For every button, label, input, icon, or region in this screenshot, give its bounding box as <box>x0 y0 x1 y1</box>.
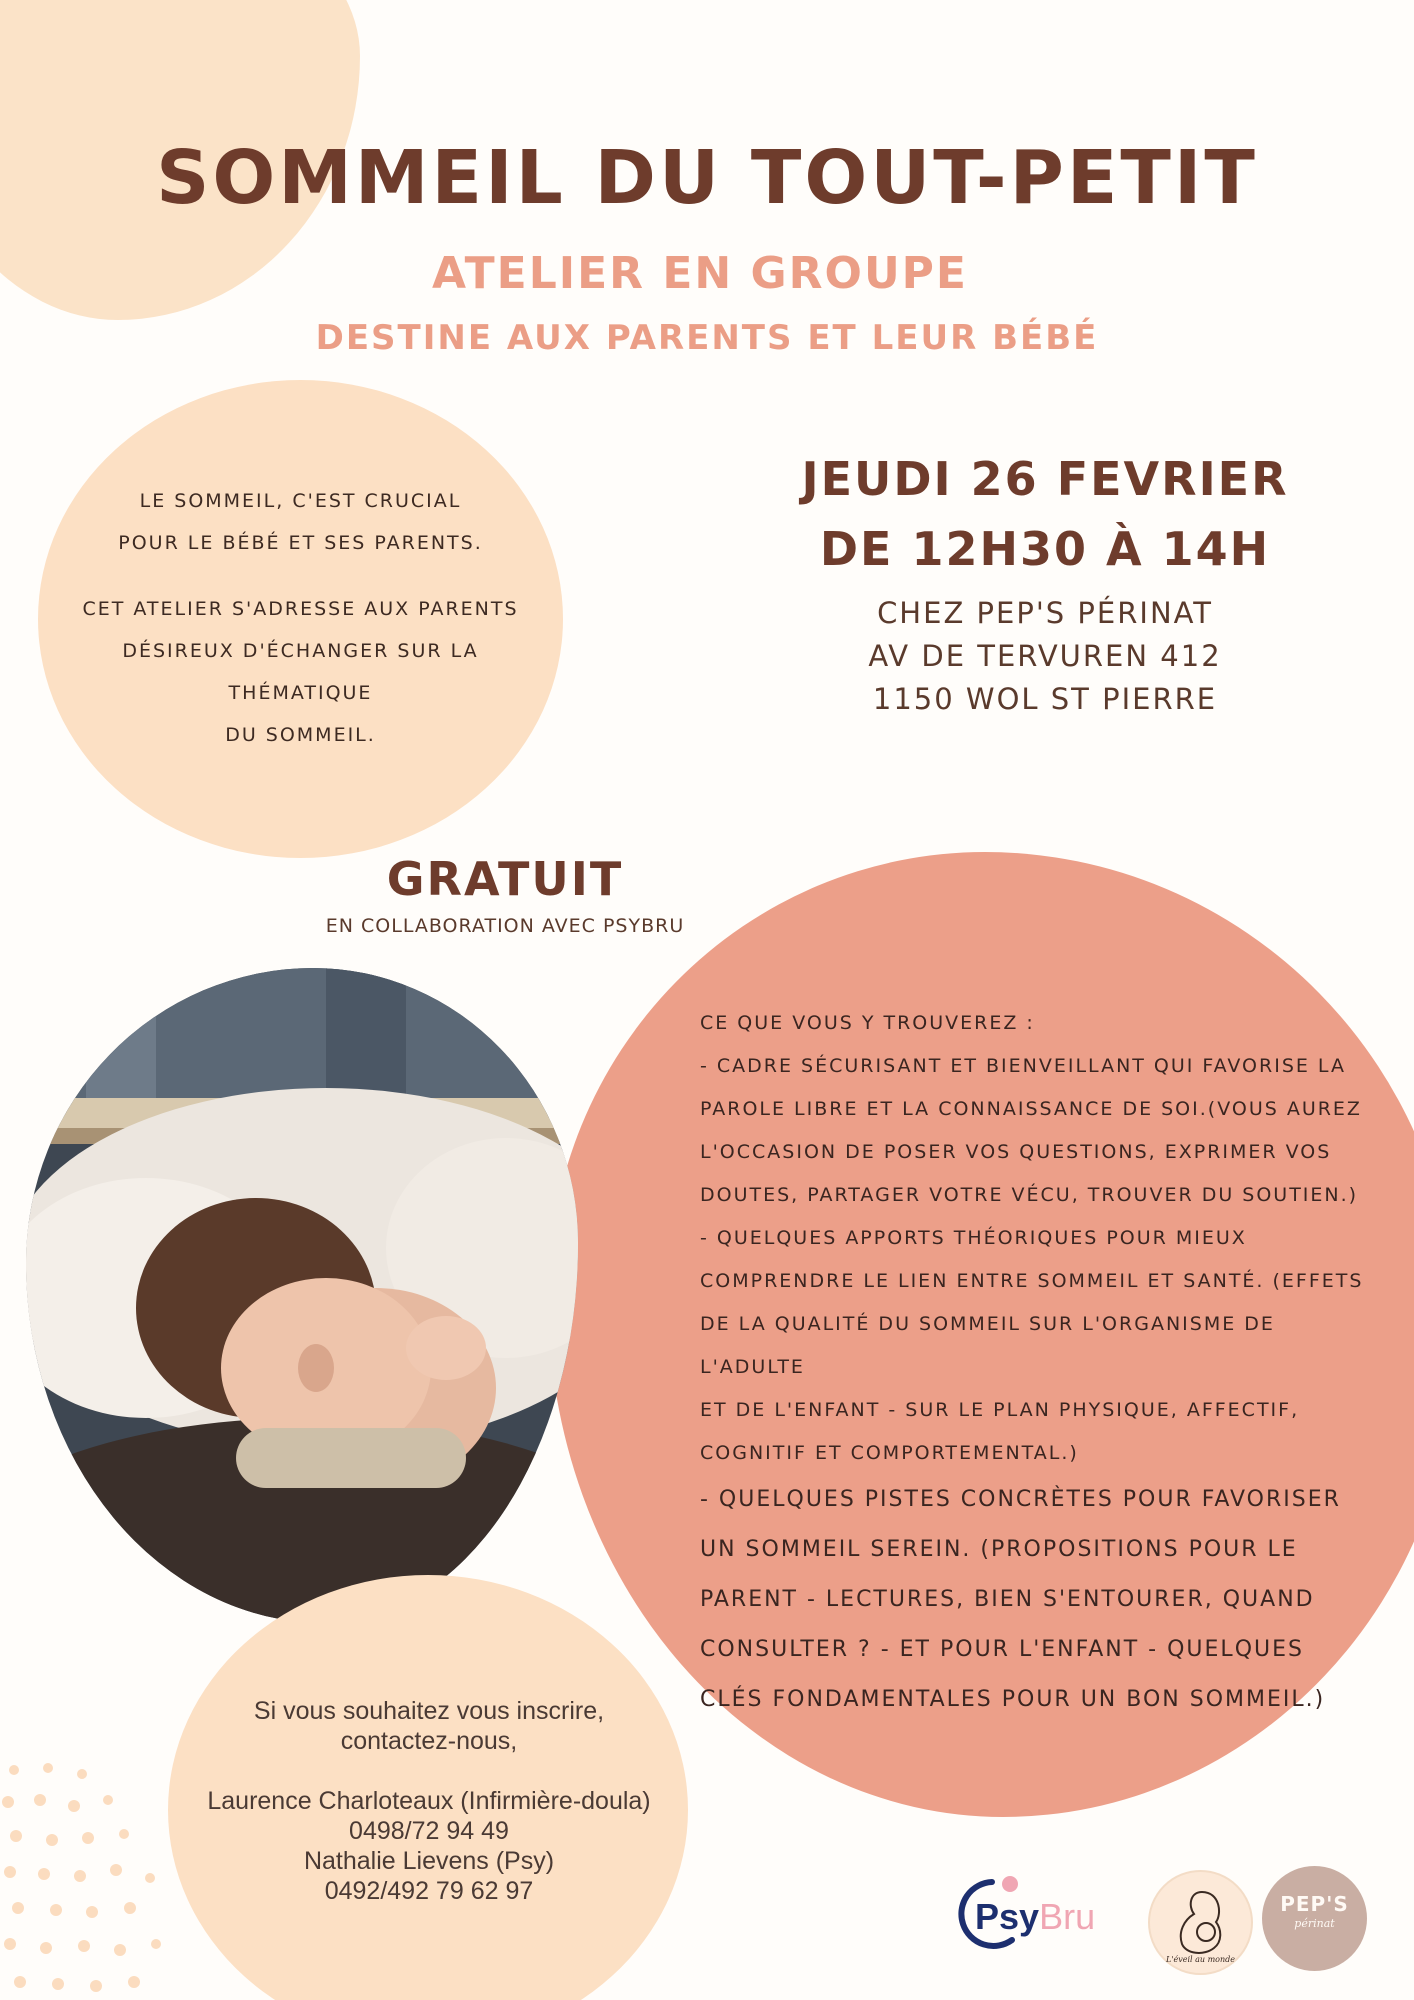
subtitle: ATELIER EN GROUPE <box>431 248 968 299</box>
detail-line: - CADRE SÉCURISANT ET BIENVEILLANT QUI FAVORISE LA <box>700 1055 1346 1077</box>
dots-decoration <box>0 1760 180 2000</box>
event-time: DE 12H30 À 14H <box>819 522 1271 576</box>
contact-person: Nathalie Lievens (Psy) <box>303 1847 555 1875</box>
sleeping-baby-photo <box>26 968 578 1623</box>
psybru-logo-part: Bru <box>1039 1896 1096 1937</box>
detail-line: ET DE L'ENFANT - SUR LE PLAN PHYSIQUE, AFFECTIF, <box>700 1399 1300 1421</box>
event-address <box>770 592 1320 721</box>
price-label: GRATUIT <box>386 852 624 906</box>
detail-line: DE LA QUALITÉ DU SOMMEIL SUR L'ORGANISME DE L'ADULTE <box>700 1313 1275 1378</box>
intro-line: DU SOMMEIL. <box>225 724 376 746</box>
intro-line: DÉSIREUX D'ÉCHANGER SUR LA THÉMATIQUE <box>122 640 479 704</box>
intro-line: CET ATELIER S'ADRESSE AUX PARENTS <box>82 598 519 620</box>
detail-line: CE QUE VOUS Y TROUVEREZ : <box>700 1012 1035 1034</box>
psybru-logo <box>975 1896 1095 1938</box>
detail-line: PARENT - LECTURES, BIEN S'ENTOURER, QUAND <box>700 1587 1315 1612</box>
detail-line: CLÉS FONDAMENTALES POUR UN BON SOMMEIL.) <box>700 1687 1326 1712</box>
detail-line: DOUTES, PARTAGER VOTRE VÉCU, TROUVER DU SOUTIEN.) <box>700 1184 1359 1206</box>
contact-intro: contactez-nous, <box>340 1727 518 1755</box>
detail-line: CONSULTER ? - ET POUR L'ENFANT - QUELQUES <box>700 1637 1304 1662</box>
page-title: SOMMEIL DU TOUT-PETIT <box>156 135 1258 221</box>
peps-logo-name: PEP'S <box>1280 1892 1349 1916</box>
detail-line: PAROLE LIBRE ET LA CONNAISSANCE DE SOI.(VOUS AUREZ <box>700 1098 1362 1120</box>
address-line: 1150 WOL ST PIERRE <box>872 682 1218 716</box>
intro-line: LE SOMMEIL, C'EST CRUCIAL <box>139 490 462 512</box>
address-line: AV DE TERVUREN 412 <box>868 639 1222 673</box>
eveil-caption: L'éveil au monde <box>1165 1955 1236 1964</box>
detail-line: COGNITIF ET COMPORTEMENTAL.) <box>700 1442 1079 1464</box>
peps-logo-sub: périnat <box>1294 1917 1335 1930</box>
detail-line: - QUELQUES PISTES CONCRÈTES POUR FAVORISER <box>700 1487 1341 1512</box>
contact-intro: Si vous souhaitez vous inscrire, <box>253 1697 605 1725</box>
event-date: JEUDI 26 FEVRIER <box>801 452 1289 506</box>
contact-phone[interactable]: 0492/492 79 62 97 <box>324 1877 534 1905</box>
detail-line: UN SOMMEIL SEREIN. (PROPOSITIONS POUR LE <box>700 1537 1298 1562</box>
collaboration-line: EN COLLABORATION AVEC PSYBRU <box>325 915 685 937</box>
details-text <box>700 1002 1380 1725</box>
address-line: CHEZ PEP'S PÉRINAT <box>877 596 1213 630</box>
intro-text <box>48 480 553 756</box>
psybru-logo-part: Psy <box>975 1896 1040 1937</box>
contact-info <box>175 1696 683 1906</box>
detail-line: L'OCCASION DE POSER VOS QUESTIONS, EXPRIMER VOS <box>700 1141 1332 1163</box>
intro-line: POUR LE BÉBÉ ET SES PARENTS. <box>118 532 483 554</box>
contact-phone[interactable]: 0498/72 94 49 <box>349 1817 509 1845</box>
contact-person: Laurence Charloteaux (Infirmière-doula) <box>207 1787 651 1815</box>
detail-line: - QUELQUES APPORTS THÉORIQUES POUR MIEUX <box>700 1227 1247 1249</box>
detail-line: COMPRENDRE LE LIEN ENTRE SOMMEIL ET SANTÉ. (EFFETS <box>700 1270 1364 1292</box>
audience-line: DESTINE AUX PARENTS ET LEUR BÉBÉ <box>315 318 1099 358</box>
